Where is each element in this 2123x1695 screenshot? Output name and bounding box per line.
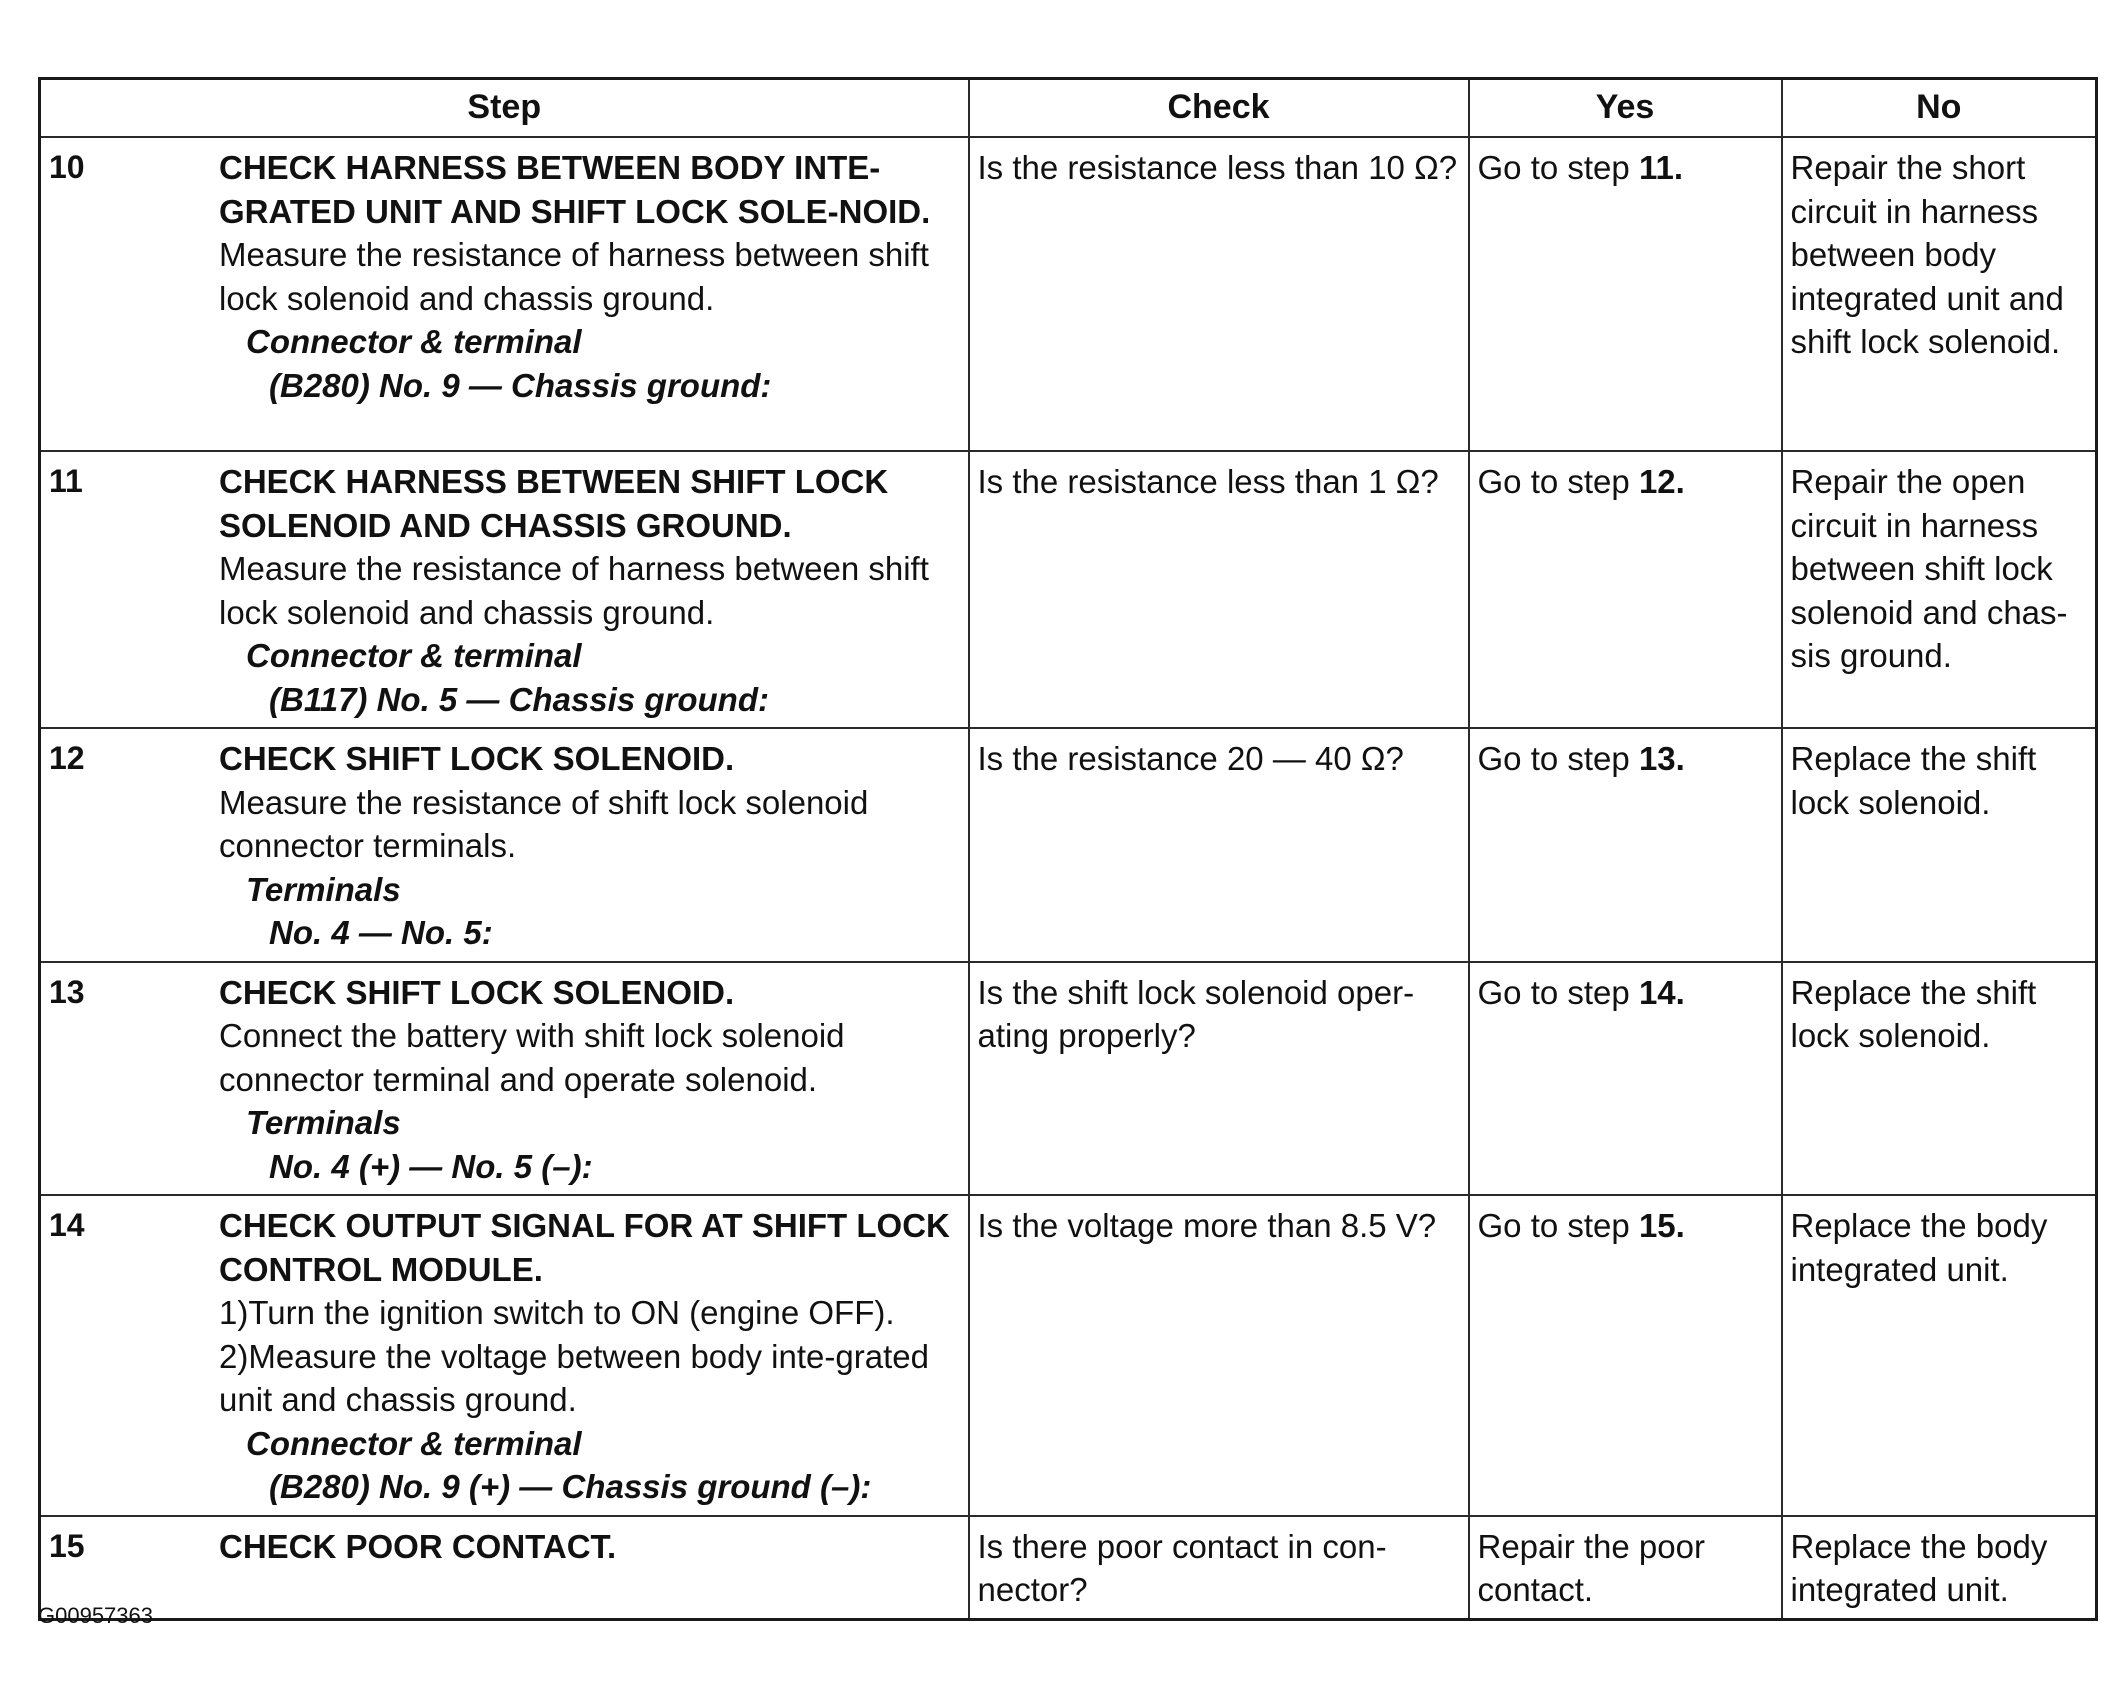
step-title: CHECK SHIFT LOCK SOLENOID. bbox=[219, 973, 735, 1011]
yes-prefix: Repair the poor contact. bbox=[1477, 1527, 1705, 1608]
step-subdetail: (B280) No. 9 — Chassis ground: bbox=[269, 366, 772, 404]
step-subheading: Connector & terminal bbox=[246, 323, 582, 360]
header-check: Check bbox=[969, 79, 1469, 138]
yes-step: 15. bbox=[1638, 1207, 1685, 1244]
yes-cell bbox=[1469, 1195, 1782, 1516]
check-cell: Is the shift lock solenoid oper-ating properly? bbox=[969, 962, 1469, 1196]
yes-prefix: Go to step bbox=[1477, 149, 1639, 186]
yes-step: 14. bbox=[1638, 973, 1685, 1011]
yes-prefix: Go to step bbox=[1477, 1207, 1639, 1244]
table-row bbox=[40, 137, 2097, 451]
table-row bbox=[40, 1195, 2097, 1516]
no-cell: Repair the open circuit in harness between shift lock solenoid and chas-sis ground. bbox=[1782, 451, 2097, 728]
step-subheading: Terminals bbox=[246, 870, 401, 908]
check-cell: Is the resistance 20 — 40 Ω? bbox=[969, 728, 1469, 962]
diagnostic-table bbox=[38, 77, 2098, 1621]
step-number: 10 bbox=[49, 149, 85, 185]
yes-cell bbox=[1469, 1516, 1782, 1620]
step-cell bbox=[40, 1195, 969, 1516]
header-yes: Yes bbox=[1469, 79, 1782, 138]
step-title: CHECK HARNESS BETWEEN BODY INTE-GRATED UNIT AND SHIFT LOCK SOLE-NOID. bbox=[219, 149, 931, 230]
table-row bbox=[40, 728, 2097, 962]
yes-cell bbox=[1469, 451, 1782, 728]
step-instruction: Measure the resistance of harness between shift lock solenoid and chassis ground. bbox=[219, 236, 929, 317]
yes-step: 12. bbox=[1638, 463, 1685, 500]
step-title: CHECK OUTPUT SIGNAL FOR AT SHIFT LOCK CONTROL MODULE. bbox=[219, 1207, 950, 1288]
step-number: 11 bbox=[49, 463, 83, 499]
figure-id: G00957363 bbox=[38, 1603, 153, 1628]
step-number: 13 bbox=[49, 973, 85, 1010]
check-cell: Is there poor contact in con-nector? bbox=[969, 1516, 1469, 1620]
step-subdetail: (B280) No. 9 (+) — Chassis ground (–): bbox=[269, 1468, 872, 1505]
no-cell: Repair the short circuit in harness between body integrated unit and shift lock solenoid. bbox=[1782, 137, 2097, 451]
step-title: CHECK POOR CONTACT. bbox=[219, 1527, 617, 1565]
yes-prefix: Go to step bbox=[1477, 973, 1639, 1011]
step-number: 12 bbox=[49, 740, 85, 776]
step-cell bbox=[40, 728, 969, 962]
yes-prefix: Go to step bbox=[1477, 463, 1639, 500]
step-subheading: Connector & terminal bbox=[246, 1424, 582, 1462]
step-cell bbox=[40, 137, 969, 451]
header-step: Step bbox=[40, 79, 969, 138]
step-cell bbox=[40, 1516, 969, 1620]
no-cell: Replace the body integrated unit. bbox=[1782, 1516, 2097, 1620]
step-instruction: Measure the resistance of harness between shift lock solenoid and chassis ground. bbox=[219, 550, 929, 631]
no-cell: Replace the shift lock solenoid. bbox=[1782, 728, 2097, 962]
step-subdetail: No. 4 (+) — No. 5 (–): bbox=[269, 1147, 593, 1185]
yes-prefix: Go to step bbox=[1477, 740, 1639, 777]
table-row bbox=[40, 1516, 2097, 1620]
yes-cell bbox=[1469, 137, 1782, 451]
yes-step: 11. bbox=[1638, 149, 1683, 186]
check-cell: Is the resistance less than 10 Ω? bbox=[969, 137, 1469, 451]
step-instruction: 2)Measure the voltage between body inte-grated unit and chassis ground. bbox=[219, 1337, 929, 1418]
check-cell: Is the resistance less than 1 Ω? bbox=[969, 451, 1469, 728]
check-cell: Is the voltage more than 8.5 V? bbox=[969, 1195, 1469, 1516]
table-row bbox=[40, 962, 2097, 1196]
step-instruction: Measure the resistance of shift lock solenoid connector terminals. bbox=[219, 783, 869, 864]
step-cell bbox=[40, 451, 969, 728]
yes-step: 13. bbox=[1638, 740, 1685, 777]
step-subheading: Connector & terminal bbox=[246, 637, 582, 674]
step-instruction: 1)Turn the ignition switch to ON (engine OFF). bbox=[219, 1294, 895, 1331]
step-number: 15 bbox=[49, 1527, 85, 1564]
step-number: 14 bbox=[49, 1207, 85, 1243]
step-cell bbox=[40, 962, 969, 1196]
table-row bbox=[40, 451, 2097, 728]
step-subheading: Terminals bbox=[246, 1104, 401, 1141]
yes-cell bbox=[1469, 962, 1782, 1196]
no-cell: Replace the shift lock solenoid. bbox=[1782, 962, 2097, 1196]
diagnostic-table-container bbox=[38, 77, 2095, 1621]
step-title: CHECK HARNESS BETWEEN SHIFT LOCK SOLENOID AND CHASSIS GROUND. bbox=[219, 463, 889, 544]
header-no: No bbox=[1782, 79, 2097, 138]
table-header-row bbox=[40, 79, 2097, 138]
step-instruction: Connect the battery with shift lock solenoid connector terminal and operate solenoid. bbox=[219, 1017, 845, 1098]
step-subdetail: No. 4 — No. 5: bbox=[269, 914, 493, 951]
no-cell: Replace the body integrated unit. bbox=[1782, 1195, 2097, 1516]
yes-cell bbox=[1469, 728, 1782, 962]
step-title: CHECK SHIFT LOCK SOLENOID. bbox=[219, 740, 735, 777]
step-subdetail: (B117) No. 5 — Chassis ground: bbox=[269, 680, 769, 718]
